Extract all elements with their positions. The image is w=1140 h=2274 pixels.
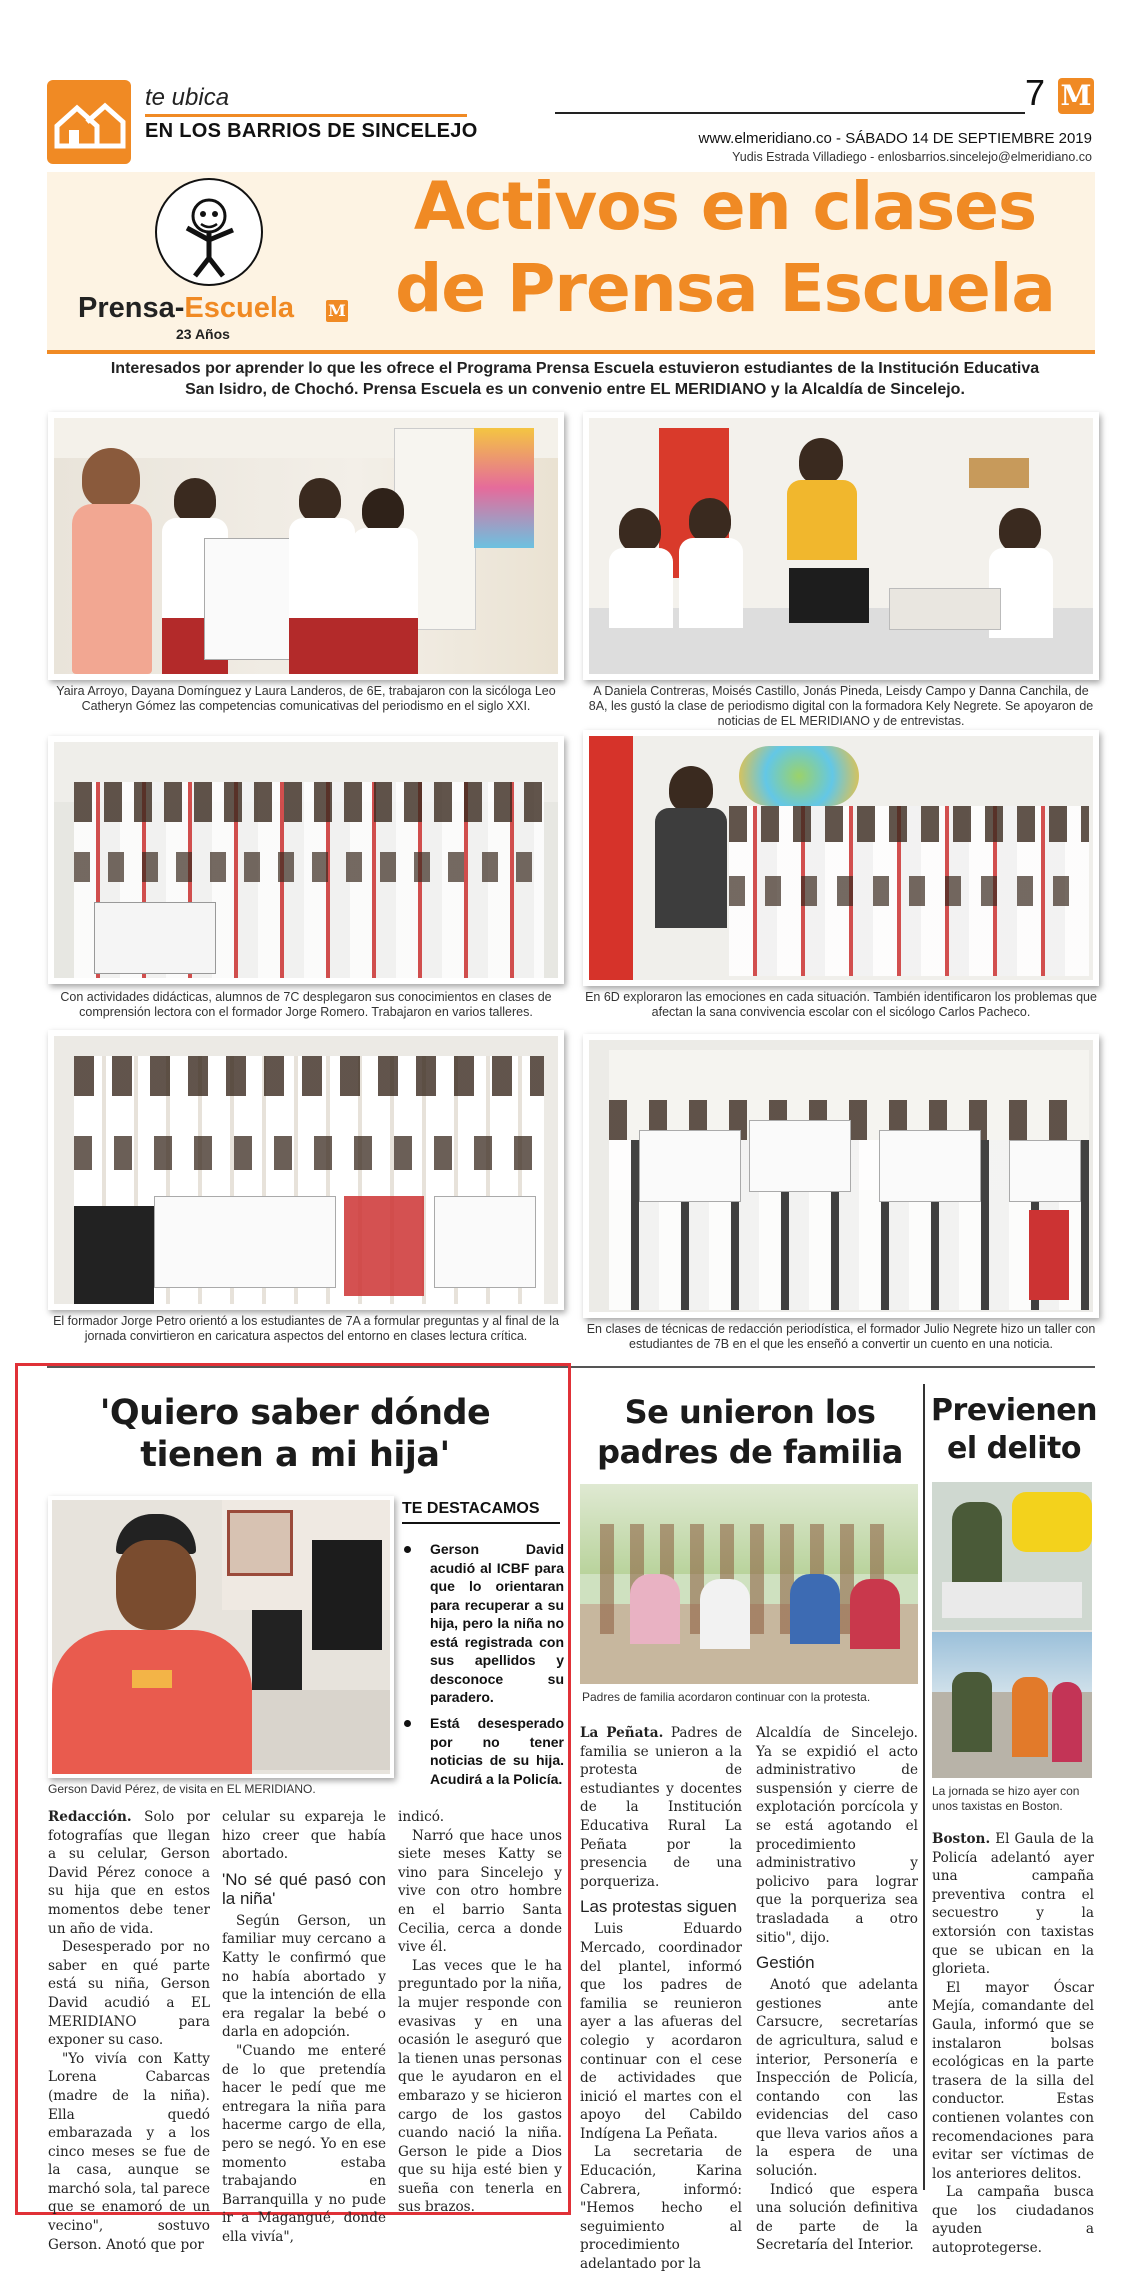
story-1-subhead: 'No sé qué pasó con la niña' <box>222 1869 386 1908</box>
photo-3 <box>48 736 564 984</box>
story-1-photo <box>48 1496 394 1778</box>
banner-headline-1: Activos en clases <box>413 168 1037 245</box>
bullet-icon <box>404 1546 411 1553</box>
story-1-col-2 <box>222 1808 386 2246</box>
houses-icon <box>47 80 131 164</box>
story-3-lead-label: Boston. <box>932 1831 991 1847</box>
story-2-photo <box>580 1484 918 1684</box>
story-2-photo-caption: Padres de familia acordaron continuar con la protesta. <box>582 1690 871 1704</box>
logo-text <box>78 292 294 325</box>
story-3-p1: El Gaula de la Policía adelantó ayer una campaña preventiva contra el secuestro y la extorsión con taxistas que se ubican en la glorieta. <box>932 1831 1094 1978</box>
story-1-photo-caption: Gerson David Pérez, de visita en EL MERIDIANO. <box>48 1782 316 1796</box>
story-1-p4: celular su expareja le hizo creer que había abortado. <box>222 1809 386 1863</box>
story-1-p5: Según Gerson, un familiar muy cercano a Katty le confirmó que no había abortado y que la intención de ella era regalar la bebé o darla en adopción. <box>222 1912 386 2041</box>
story-1-p2: Desesperado por no saber en qué parte está su niña, Gerson David acudió a EL MERIDIANO para exponer su caso. <box>48 1939 210 2049</box>
story-2-p3: La secretaria de Educación, Karina Cabrera, informó: "Hemos hecho el seguimiento al procedimiento adelantado por la <box>580 2144 742 2273</box>
story-2-p6: Indicó que espera una solución definitiva de parte de la Secretaría del Interior. <box>756 2181 918 2254</box>
story-3-photo-caption: La jornada se hizo ayer con unos taxistas en Boston. <box>932 1784 1080 1813</box>
story-1-p8: Narró que hace unos siete meses Katty se vino para Sincelejo y vive con otro hombre en el barrio Santa Cecilia, cerca a donde vive él. <box>398 1827 562 1956</box>
story-2-p1: Padres de familia se unieron a la protesta de estudiantes y docentes de la Institución Educativa Rural La Peñata por la presencia de una porqueriza. <box>580 1725 742 1890</box>
photo-6 <box>583 1034 1099 1318</box>
photo-4 <box>583 730 1099 986</box>
story-2-lead-label: La Peñata. <box>580 1725 664 1741</box>
byline: Yudis Estrada Villadiego - enlosbarrios.sincelejo@elmeridiano.co <box>732 150 1092 164</box>
story-2-p4: Alcaldía de Sincelejo. Ya se expidió el acto administrativo de suspensión y cierre de explotación porcícola y se está agotando el procedimiento administrativo y policivo para lograr que la porqueriza sea trasladada a otro sitio", dijo. <box>756 1725 918 1946</box>
story-1-headline: 'Quiero saber dónde tienen a mi hija' <box>99 1393 491 1475</box>
dateline: www.elmeridiano.co - SÁBADO 14 DE SEPTIEMBRE 2019 <box>698 130 1092 147</box>
photo-6-caption: En clases de técnicas de redacción periodística, el formador Julio Negrete hizo un taller con estudiantes de 7B en el que les enseñó a convertir un cuento en una noticia. <box>586 1322 1096 1351</box>
photo-5-caption: El formador Jorge Petro orientó a los estudiantes de 7A a formular preguntas y al final de la jornada convirtieron en caricatura aspectos del entorno en clases lectura crítica. <box>53 1314 559 1343</box>
highlight-1 <box>402 1540 564 1707</box>
story-3-rule <box>923 1384 925 2190</box>
story-1-lead-label: Redacción. <box>48 1809 132 1825</box>
section-kicker: te ubica <box>145 84 230 111</box>
story-3-p2: El mayor Óscar Mejía, comandante del Gaula, informó que se instalaron bolsas ecológicas en la parte trasera de la silla del conductor. Estas contienen volantes con recomendaciones para evitar ser víctimas de los anteriores delitos. <box>932 1979 1094 2182</box>
photo-2-caption: A Daniela Contreras, Moisés Castillo, Jonás Pineda, Leisdy Campo y Danna Canchila, de 8A, les gustó la clase de periodismo digital con la formadora Kely Negrete. Se apoyaron de noticias de EL MERIDIANO y de entrevistas. <box>588 684 1094 728</box>
photo-1 <box>48 412 564 680</box>
logo-years: 23 Años <box>176 326 230 342</box>
story-2-col-1 <box>580 1724 742 2274</box>
brand-letter: M <box>1060 79 1092 112</box>
banner-headline-2: de Prensa Escuela <box>395 250 1055 327</box>
story-1-p7: indicó. <box>398 1809 445 1825</box>
photo-5 <box>48 1030 564 1310</box>
story-1-col-1 <box>48 1808 210 2254</box>
story-1-p1: Solo por fotografías que llegan a su celular, Gerson David Pérez conoce a su hija que en estos momentos debe tener un año de vida. <box>48 1809 211 1937</box>
story-1-p3: "Yo vivía con Katty Lorena Cabarcas (madre de la niña). Ella quedó embarazada y a los cinco meses se fue de la casa, aunque se marchó sola, tal parece que se enamoró de un vecino", sostuvo Gerson. Anotó que por <box>48 2050 210 2253</box>
story-2-headline: Se unieron los padres de familia <box>597 1393 903 1471</box>
story-2-subhead-2: Gestión <box>756 1953 815 1973</box>
story-3-col <box>932 1830 1094 2258</box>
story-1-p6: "Cuando me enteré de lo que pretendía hacer le pedí que me entregara la niña para hacerme cargo de ella, pero se negó. Yo en ese momento estaba trabajando en Barranquilla y no pude ir a Magangué, donde ella vivía", <box>222 2042 386 2245</box>
story-2-subhead-1: Las protestas siguen <box>580 1897 737 1917</box>
story-2-p2: Luis Eduardo Mercado, coordinador del plantel, informó que los padres de familia se reunieron ayer a las afueras del colegio y acordaron continuar con el cese de actividades que inició el martes con el apoyo del Cabildo Indígena La Peñata. <box>580 1921 742 2142</box>
photo-4-caption: En 6D exploraron las emociones en cada situación. También identificaron los problemas que afectan la sana convivencia escolar con el sicólogo Carlos Pacheco. <box>585 990 1097 1019</box>
story-3-headline: Previenen el delito <box>931 1393 1097 1466</box>
photo-3-caption: Con actividades didácticas, alumnos de 7C desplegaron sus conocimientos en clases de comprensión lectora con el formador Jorge Romero. Trabajaron en varios talleres. <box>60 990 552 1019</box>
logo-badge: M <box>326 300 348 322</box>
story-1-p9: Las veces que le ha preguntado por la niña, la mujer responde con evasivas y en una ocasión le aseguró que la tienen unas personas que le ayudaron en el embarazo y se hicieron cargo de los gastos cuando nació la niña. Gerson le pide a Dios que su hija esté bien y sueña con tenerla en sus brazos. <box>398 1957 562 2216</box>
story-3-photo <box>932 1482 1092 1778</box>
bullet-icon <box>404 1720 411 1727</box>
prensa-escuela-mascot-icon <box>155 178 263 286</box>
photo-1-caption: Yaira Arroyo, Dayana Domínguez y Laura Landeros, de 6E, trabajaron con la sicóloga Leo Catheryn Gómez las competencias comunicativas del periodismo en el siglo XXI. <box>56 684 556 713</box>
section-title: EN LOS BARRIOS DE SINCELEJO <box>145 120 478 142</box>
highlight-2-text: Está desesperado por no tener noticias de su hija. Acudirá a la Policía. <box>430 1715 564 1787</box>
highlight-1-text: Gerson David acudió al ICBF para que lo orientaran para recuperar a su hija, pero la niña no está registrada con sus apellidos y desconoce su paradero. <box>430 1541 564 1705</box>
story-2-p5: Anotó que adelanta gestiones ante Carsucre, secretarías de agricultura, salud e interior, Personería e Inspección de Policía, contando con las evidencias del caso que lleva varios años a la espera de una solución. <box>756 1977 918 2180</box>
page-number: 7 <box>1025 72 1046 113</box>
logo-text-prensa: Prensa- <box>78 292 185 324</box>
section-logo <box>47 80 131 164</box>
highlights-rule <box>402 1522 560 1524</box>
photo-2 <box>583 412 1099 680</box>
story-1-col-3 <box>398 1808 562 2217</box>
highlight-2 <box>402 1714 564 1788</box>
intro-text: Interesados por aprender lo que les ofrece el Programa Prensa Escuela estuvieron estudiantes de la Institución Educativa San Isidro, de Chochó. Prensa Escuela es un convenio entre EL MERIDIANO y la Alcaldía de Sincelejo. <box>110 360 1040 398</box>
logo-text-escuela: Escuela <box>184 292 295 324</box>
story-2-col-2 <box>756 1724 918 2255</box>
header-rule <box>555 112 1025 114</box>
highlights-title: TE DESTACAMOS <box>402 1500 540 1517</box>
section-rule <box>145 114 467 117</box>
story-3-p3: La campaña busca que los ciudadanos ayuden a autoprotegerse. <box>932 2184 1094 2257</box>
